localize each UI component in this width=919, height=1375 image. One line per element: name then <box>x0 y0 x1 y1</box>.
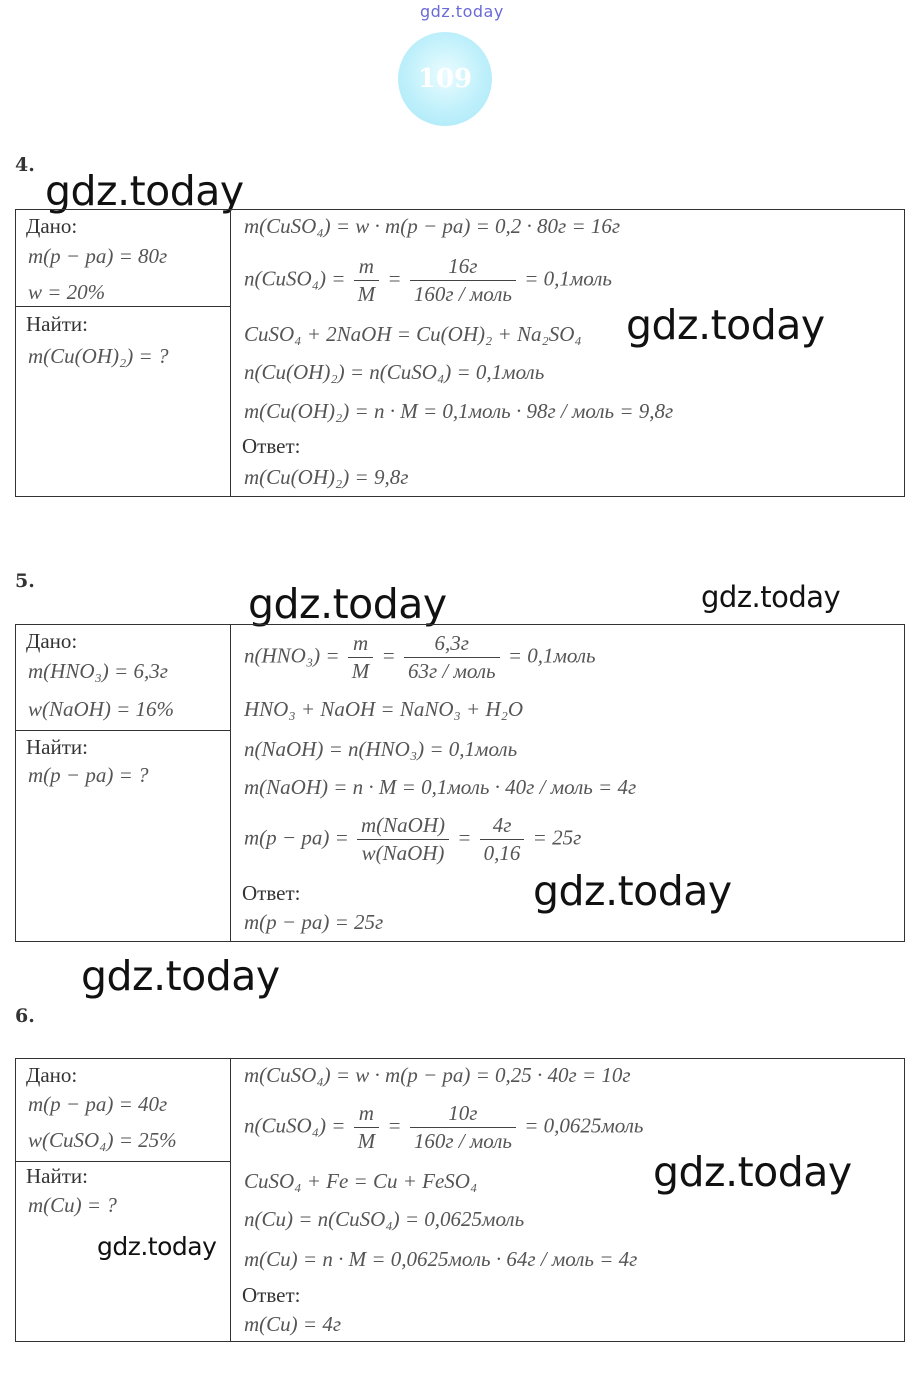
watermark-text: gdz.today <box>653 1148 852 1196</box>
watermark-text: gdz.today <box>701 580 841 614</box>
fraction-numerator: 4г <box>480 813 525 840</box>
find-item: m(Cu(OH)₂) = ? <box>28 344 169 368</box>
watermark-text: gdz.today <box>45 167 244 215</box>
answer-label: Ответ: <box>242 434 301 458</box>
given-find-divider <box>16 1161 230 1162</box>
answer-label: Ответ: <box>242 1283 301 1307</box>
column-divider <box>230 210 231 496</box>
solution-step: CuSO₄ + Fe = Cu + FeSO₄ <box>244 1169 478 1193</box>
fraction <box>354 1101 380 1154</box>
fraction <box>404 631 500 684</box>
fraction-numerator: m(NaOH) <box>357 813 449 840</box>
fraction <box>480 813 525 866</box>
solution-step: m(NaOH) = n · M = 0,1моль · 40г / моль = 4г <box>244 775 637 799</box>
fraction-numerator: 10г <box>410 1101 516 1128</box>
find-item: m(Cu) = ? <box>28 1193 117 1217</box>
fraction <box>357 813 449 866</box>
formula-lhs: n(CuSO₄) = <box>244 266 346 291</box>
formula-lhs: n(CuSO₄) = <box>244 1113 346 1138</box>
fraction-denominator: M <box>357 1129 376 1153</box>
answer-value: m(p − pa) = 25г <box>244 910 384 934</box>
solution-step: CuSO₄ + 2NaOH = Cu(OH)₂ + Na₂SO₄ <box>244 322 582 346</box>
solution-step: m(CuSO₄) = w · m(p − pa) = 0,2 · 80г = 16г <box>244 214 621 238</box>
formula-lhs: n(HNO₃) = <box>244 643 340 668</box>
given-item: w(NaOH) = 16% <box>28 697 174 721</box>
site-header-logo[interactable]: gdz.today <box>420 2 504 21</box>
solution-step-fraction <box>244 631 596 684</box>
equals-sign: = <box>387 266 402 291</box>
solution-step: n(NaOH) = n(HNO₃) = 0,1моль <box>244 737 518 761</box>
equals-sign: = <box>387 1113 402 1138</box>
solution-step: n(Cu(OH)₂) = n(CuSO₄) = 0,1моль <box>244 360 545 384</box>
fraction-denominator: 160г / моль <box>413 282 512 306</box>
fraction-numerator: 16г <box>410 254 516 281</box>
column-divider <box>230 1059 231 1341</box>
given-item: w = 20% <box>28 280 106 304</box>
watermark-text: gdz.today <box>97 1232 217 1261</box>
fraction-denominator: 63г / моль <box>407 659 496 683</box>
fraction-numerator: m <box>348 631 374 658</box>
fraction-numerator: m <box>354 1101 380 1128</box>
given-label: Дано: <box>26 214 78 238</box>
solution-step-fraction <box>244 813 581 866</box>
problem-number: 5. <box>15 570 35 592</box>
fraction-numerator: 6,3г <box>404 631 500 658</box>
answer-value: m(Cu) = 4г <box>244 1312 342 1336</box>
watermark-text: gdz.today <box>626 301 825 349</box>
fraction <box>410 1101 516 1154</box>
problem-table-6 <box>15 1058 905 1342</box>
solution-step: n(Cu) = n(CuSO₄) = 0,0625моль <box>244 1207 525 1231</box>
answer-label: Ответ: <box>242 881 301 905</box>
watermark-text: gdz.today <box>533 867 732 915</box>
page-number: 109 <box>417 64 473 94</box>
formula-rhs: = 0,1моль <box>524 266 612 291</box>
problem-number: 6. <box>15 1005 35 1027</box>
fraction-denominator: w(NaOH) <box>361 841 445 865</box>
given-label: Дано: <box>26 1063 78 1087</box>
fraction-denominator: M <box>351 659 370 683</box>
answer-value: m(Cu(OH)₂) = 9,8г <box>244 465 409 489</box>
fraction <box>348 631 374 684</box>
column-divider <box>230 625 231 941</box>
problem-number: 4. <box>15 154 35 176</box>
find-item: m(p − pa) = ? <box>28 763 149 787</box>
solution-step: HNO₃ + NaOH = NaNO₃ + H₂O <box>244 697 524 721</box>
fraction-denominator: 0,16 <box>483 841 521 865</box>
solution-step: m(Cu(OH)₂) = n · M = 0,1моль · 98г / моль = 9,8г <box>244 399 674 423</box>
watermark-text: gdz.today <box>248 580 447 628</box>
watermark-text: gdz.today <box>81 952 280 1000</box>
find-label: Найти: <box>26 1164 88 1188</box>
equals-sign: = <box>457 825 472 850</box>
given-label: Дано: <box>26 629 78 653</box>
given-find-divider <box>16 730 230 731</box>
find-label: Найти: <box>26 735 88 759</box>
solution-step: m(Cu) = n · M = 0,0625моль · 64г / моль = 4г <box>244 1247 638 1271</box>
find-label: Найти: <box>26 312 88 336</box>
given-item: m(p − pa) = 80г <box>28 244 168 268</box>
formula-rhs: = 0,1моль <box>507 643 596 668</box>
fraction-denominator: M <box>357 282 376 306</box>
given-item: w(CuSO₄) = 25% <box>28 1128 177 1152</box>
given-find-divider <box>16 306 230 307</box>
formula-rhs: = 0,0625моль <box>524 1113 644 1138</box>
fraction-denominator: 160г / моль <box>413 1129 512 1153</box>
problem-table-4 <box>15 209 905 497</box>
given-item: m(p − pa) = 40г <box>28 1092 168 1116</box>
solution-step: m(CuSO₄) = w · m(p − pa) = 0,25 · 40г = 10г <box>244 1063 631 1087</box>
fraction <box>410 254 516 307</box>
solution-step-fraction <box>244 1101 643 1154</box>
fraction-numerator: m <box>354 254 380 281</box>
equals-sign: = <box>381 643 396 668</box>
solution-step-fraction <box>244 254 612 307</box>
formula-lhs: m(p − pa) = <box>244 825 349 850</box>
page-number-badge <box>398 32 492 126</box>
problem-table-5 <box>15 624 905 942</box>
fraction <box>354 254 380 307</box>
given-item: m(HNO₃) = 6,3г <box>28 659 168 683</box>
formula-rhs: = 25г <box>532 825 582 850</box>
